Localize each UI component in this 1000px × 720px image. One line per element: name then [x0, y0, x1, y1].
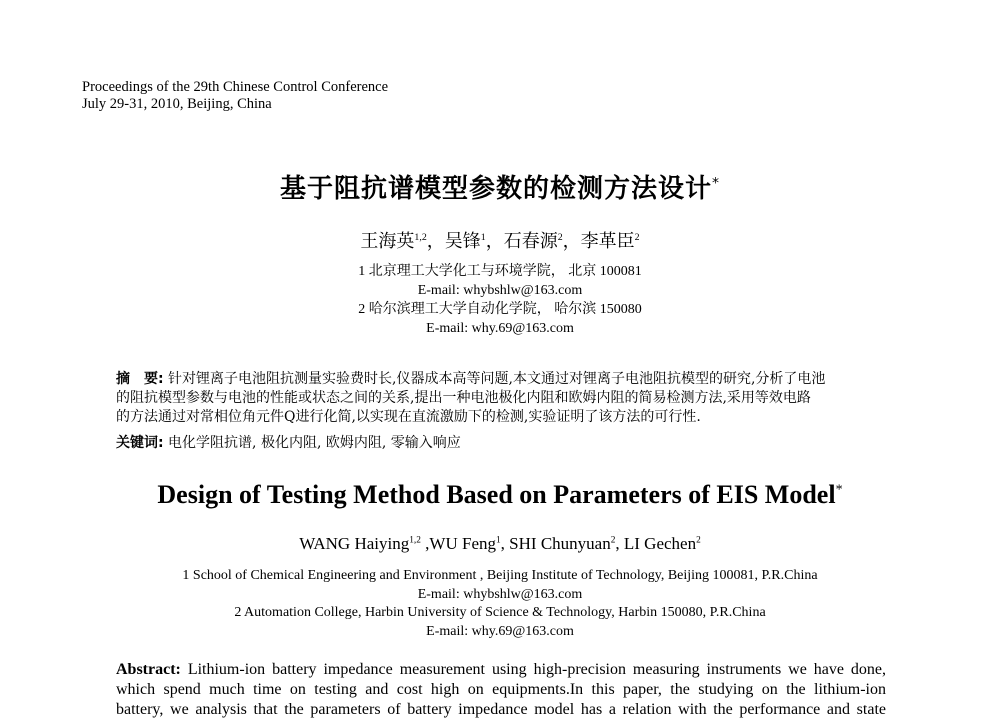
cn-author-sup: 2 — [557, 232, 563, 243]
cn-affiliation-1: 1 北京理工大学化工与环境学院， 北京 100081 — [358, 264, 642, 279]
chinese-title-mark: * — [712, 175, 720, 192]
english-title — [0, 480, 1000, 510]
en-affiliation-2: 2 Automation College, Harbin University of Science & Technology, Harbin 150080, P.R.China — [234, 605, 766, 620]
cn-author-sup: 1,2 — [414, 232, 427, 243]
en-author-sup: 1 — [496, 535, 501, 546]
english-title-text: Design of Testing Method Based on Parameters of EIS Model — [157, 480, 836, 509]
chinese-title — [0, 168, 1000, 205]
cn-affiliation-2: 2 哈尔滨理工大学自动化学院， 哈尔滨 150080 — [358, 302, 642, 317]
en-author-sep: , — [615, 534, 624, 553]
cn-author-sep: ， — [485, 231, 504, 251]
cn-keywords-label: 关键词: — [116, 435, 164, 451]
en-author-sup: 2 — [610, 535, 616, 546]
en-author-sup: 1,2 — [409, 535, 421, 546]
cn-author-name: 石春源 — [503, 231, 558, 251]
english-affiliations — [0, 567, 1000, 641]
chinese-authors — [0, 227, 1000, 253]
en-author-sep: , — [420, 534, 430, 553]
cn-email-1: E-mail: whybshlw@163.com — [417, 283, 583, 298]
chinese-keywords — [116, 432, 461, 452]
en-email-2: E-mail: why.69@163.com — [426, 623, 574, 639]
cn-abstract-line: 针对锂离子电池阻抗测量实验费时长,仪器成本高等问题,本文通过对锂离子电池阻抗模型的研究,分析了电池 — [163, 371, 826, 387]
cn-abstract-line: 的阻抗模型参数与电池的性能或状态之间的关系,提出一种电池极化内阻和欧姆内阻的简易检测方法,采用等效电路 — [116, 390, 811, 406]
chinese-title-text: 基于阻抗谱模型参数的检测方法设计 — [279, 174, 712, 204]
cn-keywords-text: 电化学阻抗谱, 极化内阻, 欧姆内阻, 零输入响应 — [163, 435, 461, 451]
en-abstract-line: which spend much time on testing and cost high on equipments.In this paper, the studying on the lithium-ion — [116, 681, 886, 698]
en-author-name: WU Feng — [429, 534, 496, 553]
english-authors — [0, 534, 1000, 554]
proceedings-title: Proceedings of the 29th Chinese Control Conference — [82, 79, 389, 95]
en-author-name: LI Gechen — [623, 534, 697, 553]
cn-author-name: 王海英 — [360, 231, 415, 251]
en-author-name: WANG Haiying — [299, 534, 410, 553]
en-abstract-line: battery, we analysis that the parameters of battery impedance model has a relation with the performance and state — [116, 701, 886, 718]
cn-email-2: E-mail: why.69@163.com — [426, 321, 574, 336]
cn-abstract-label: 摘 要: — [116, 371, 164, 387]
cn-author-sup: 2 — [634, 232, 640, 243]
english-abstract — [116, 660, 886, 720]
cn-author-name: 李革臣 — [580, 231, 635, 251]
cn-author-sup: 1 — [480, 232, 486, 243]
chinese-abstract — [116, 370, 886, 427]
en-abstract-line: Lithium-ion battery impedance measurement using high-precision measuring instruments we have done, — [180, 661, 886, 678]
en-author-sup: 2 — [696, 535, 701, 546]
cn-author-sep: ， — [426, 231, 445, 251]
cn-abstract-line: 的方法通过对常相位角元件Q进行化简,以实现在直流激励下的检测,实验证明了该方法的可行性. — [116, 409, 701, 425]
en-email-1: E-mail: whybshlw@163.com — [417, 586, 583, 602]
en-author-sep: , — [500, 534, 510, 553]
en-author-name: SHI Chunyuan — [509, 534, 611, 553]
chinese-affiliations — [0, 262, 1000, 338]
english-title-mark: * — [835, 482, 843, 498]
cn-author-sep: ， — [562, 231, 581, 251]
proceedings-date: July 29-31, 2010, Beijing, China — [82, 96, 272, 112]
en-affiliation-1: 1 School of Chemical Engineering and Environment , Beijing Institute of Technology, Beijing 100081, P.R.China — [182, 568, 818, 583]
cn-author-name: 吴锋 — [444, 231, 481, 251]
en-abstract-label: Abstract: — [116, 661, 181, 678]
proceedings-header — [82, 79, 388, 113]
